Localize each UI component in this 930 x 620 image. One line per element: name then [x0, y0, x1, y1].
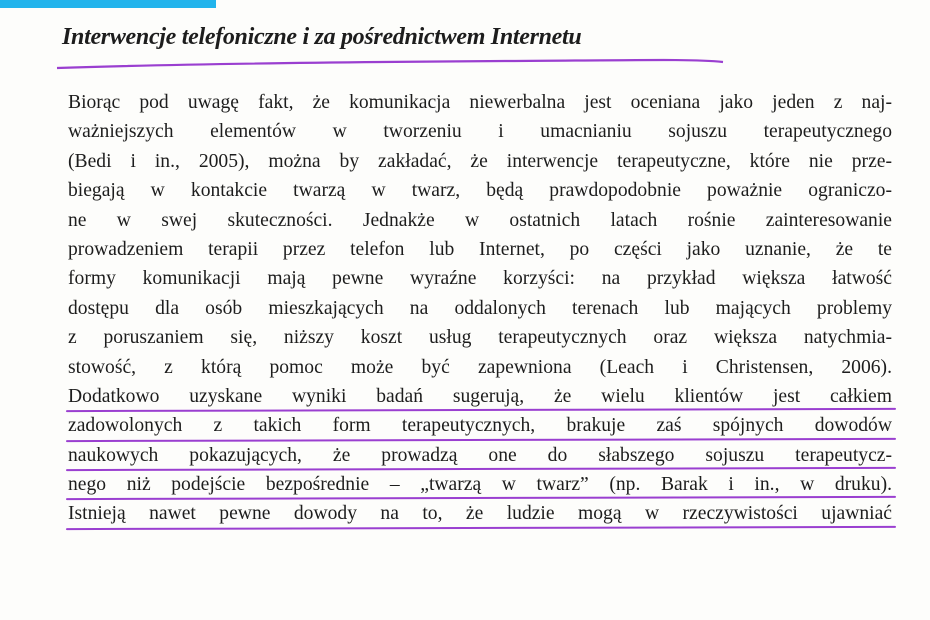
- text-line: biegają w kontakcie twarzą w twarz, będą prawdopodobnie poważnie ograniczo-: [68, 180, 892, 202]
- blue-tab-marker: [0, 0, 216, 8]
- text-line: ważniejszych elementów w tworzeniu i umacnianiu sojuszu terapeutycznego: [68, 121, 892, 143]
- highlighted-text-line: Dodatkowo uzyskane wyniki badań sugerują, że wielu klientów jest całkiem: [68, 382, 892, 411]
- section-title: Interwencje telefoniczne i za pośrednictwem Internetu: [62, 24, 582, 50]
- text-line: dostępu dla osób mieszkających na oddalonych terenach lub mających problemy: [68, 297, 892, 319]
- highlighted-text-line: nego niż podejście bezpośrednie – „twarzą w twarz” (np. Barak i in., w druku).: [68, 470, 892, 499]
- highlighted-text-line: Istnieją nawet pewne dowody na to, że ludzie mogą w rzeczywistości ujawniać: [68, 499, 892, 528]
- text-line: (Bedi i in., 2005), można by zakładać, że interwencje terapeutyczne, które nie prze-: [68, 150, 892, 172]
- text-line: z poruszaniem się, niższy koszt usług terapeutycznych oraz większa natychmia-: [68, 327, 892, 349]
- text-line: stowość, z którą pomoc może być zapewniona (Leach i Christensen, 2006).: [68, 356, 892, 378]
- highlighted-text-line: naukowych pokazujących, że prowadzą one do słabszego sojuszu terapeutycz-: [68, 441, 892, 470]
- highlighted-text-line: zadowolonych z takich form terapeutycznych, brakuje zaś spójnych dowodów: [68, 411, 892, 440]
- body-paragraph: [68, 88, 892, 529]
- text-line: formy komunikacji mają pewne wyraźne korzyści: na przykład większa łatwość: [68, 268, 892, 290]
- text-line: prowadzeniem terapii przez telefon lub Internet, po części jako uznanie, że te: [68, 238, 892, 260]
- text-line: Biorąc pod uwagę fakt, że komunikacja niewerbalna jest oceniana jako jeden z naj-: [68, 92, 892, 113]
- title-highlight-underline: [55, 56, 725, 70]
- text-line: ne w swej skuteczności. Jednakże w ostatnich latach rośnie zainteresowanie: [68, 209, 892, 231]
